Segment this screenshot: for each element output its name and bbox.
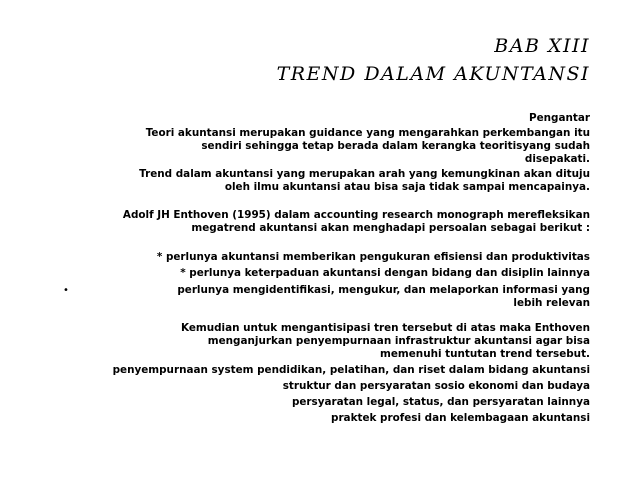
paragraph2-line1: Trend dalam akuntansi yang merupakan arah yang kemungkinan akan dituju: [139, 168, 590, 180]
bullet-item-3-line1: perlunya mengidentifikasi, mengukur, dan melaporkan informasi yang: [177, 284, 590, 296]
paragraph4-line1: Kemudian untuk mengantisipasi tren tersebut di atas maka Enthoven: [180, 322, 590, 334]
paragraph4-line5: struktur dan persyaratan sosio ekonomi dan budaya: [282, 380, 590, 392]
chapter-title: TREND DALAM AKUNTANSI: [276, 63, 590, 85]
paragraph1-line1: Teori akuntansi merupakan guidance yang mengarahkan perkembangan itu: [145, 127, 590, 139]
chapter-number: BAB XIII: [494, 35, 590, 57]
paragraph4-line6: persyaratan legal, status, dan persyaratan lainnya: [291, 396, 590, 408]
bullet-item-1: * perlunya akuntansi memberikan pengukuran efisiensi dan produktivitas: [156, 251, 590, 263]
bullet-item-3-line2: lebih relevan: [513, 297, 590, 309]
paragraph4-line4: penyempurnaan system pendidikan, pelatihan, dan riset dalam bidang akuntansi: [112, 364, 590, 376]
paragraph1-line3: disepakati.: [524, 153, 590, 165]
paragraph4-line2: menganjurkan penyempurnaan infrastruktur akuntansi agar bisa: [207, 335, 590, 347]
paragraph2-line2: oleh ilmu akuntansi atau bisa saja tidak sampai mencapainya.: [224, 181, 590, 193]
paragraph4-line7: praktek profesi dan kelembagaan akuntansi: [331, 412, 590, 424]
section-label-pengantar: Pengantar: [528, 112, 590, 124]
paragraph4-line3: memenuhi tuntutan trend tersebut.: [380, 348, 590, 360]
bullet-marker: •: [63, 285, 69, 296]
bullet-item-2: * perlunya keterpaduan akuntansi dengan bidang dan disiplin lainnya: [180, 267, 590, 279]
paragraph1-line2: sendiri sehingga tetap berada dalam kerangka teoritisyang sudah: [201, 140, 590, 152]
paragraph3-line1: Adolf JH Enthoven (1995) dalam accounting research monograph merefleksikan: [122, 209, 590, 221]
paragraph3-line2: megatrend akuntansi akan menghadapi persoalan sebagai berikut :: [191, 222, 590, 234]
